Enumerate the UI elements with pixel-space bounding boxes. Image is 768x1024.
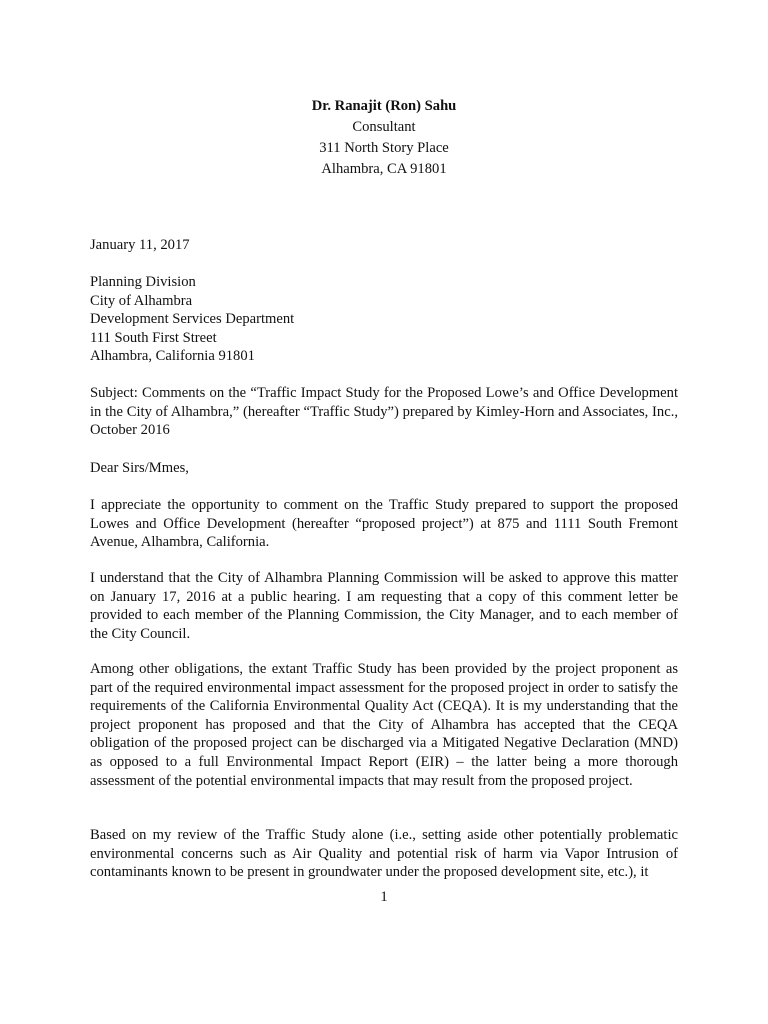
recipient-line: Planning Division xyxy=(90,274,196,290)
author-street: 311 North Story Place xyxy=(319,140,449,156)
author-title: Consultant xyxy=(352,119,416,135)
subject-line: Subject: Comments on the “Traffic Impact Study for the Proposed Lowe’s and Office Development in the City of Alhambra,” (hereafter “Traffic Study”) prepared by Kimley-Horn and Associates, Inc., October 2016 xyxy=(90,385,678,439)
recipient-address xyxy=(90,273,678,366)
paragraph: I appreciate the opportunity to comment on the Traffic Study prepared to support the proposed Lowes and Office Development (hereafter “proposed project”) at 875 and 1111 South Fremont Avenue, Alhambra, California. xyxy=(90,497,678,551)
letterhead xyxy=(0,96,768,180)
recipient-line: 111 South First Street xyxy=(90,329,217,346)
paragraph: Among other obligations, the extant Traffic Study has been provided by the project proponent as part of the required environmental impact assessment for the proposed project in order to satisfy the requirements of the California Environmental Quality Act (CEQA). It is my understanding that the project proponent has proposed and that the City of Alhambra has accepted that the CEQA obligation of the proposed project can be discharged via a Mitigated Negative Declaration (MND) as opposed to a full Environmental Impact Report (EIR) – the latter being a more thorough assessment of the potential environmental impacts that may result from the proposed project. xyxy=(90,661,678,789)
recipient-line: Alhambra, California 91801 xyxy=(90,348,255,365)
author-name: Dr. Ranajit (Ron) Sahu xyxy=(311,98,457,114)
paragraph: Based on my review of the Traffic Study alone (i.e., setting aside other potentially problematic environmental concerns such as Air Quality and potential risk of harm via Vapor Intrusion of contaminants known to be present in groundwater under the proposed development site, etc.), it xyxy=(90,827,678,881)
recipient-line: Development Services Department xyxy=(90,311,295,328)
page-number: 1 xyxy=(380,889,388,905)
recipient-line: City of Alhambra xyxy=(90,292,193,309)
author-city: Alhambra, CA 91801 xyxy=(321,161,447,177)
salutation: Dear Sirs/Mmes, xyxy=(90,460,189,476)
letter-date: January 11, 2017 xyxy=(90,237,190,253)
paragraph: I understand that the City of Alhambra Planning Commission will be asked to approve this matter on January 17, 2016 at a public hearing. I am requesting that a copy of this comment letter be provided to each member of the Planning Commission, the City Manager, and to each member of the City Council. xyxy=(90,570,678,642)
